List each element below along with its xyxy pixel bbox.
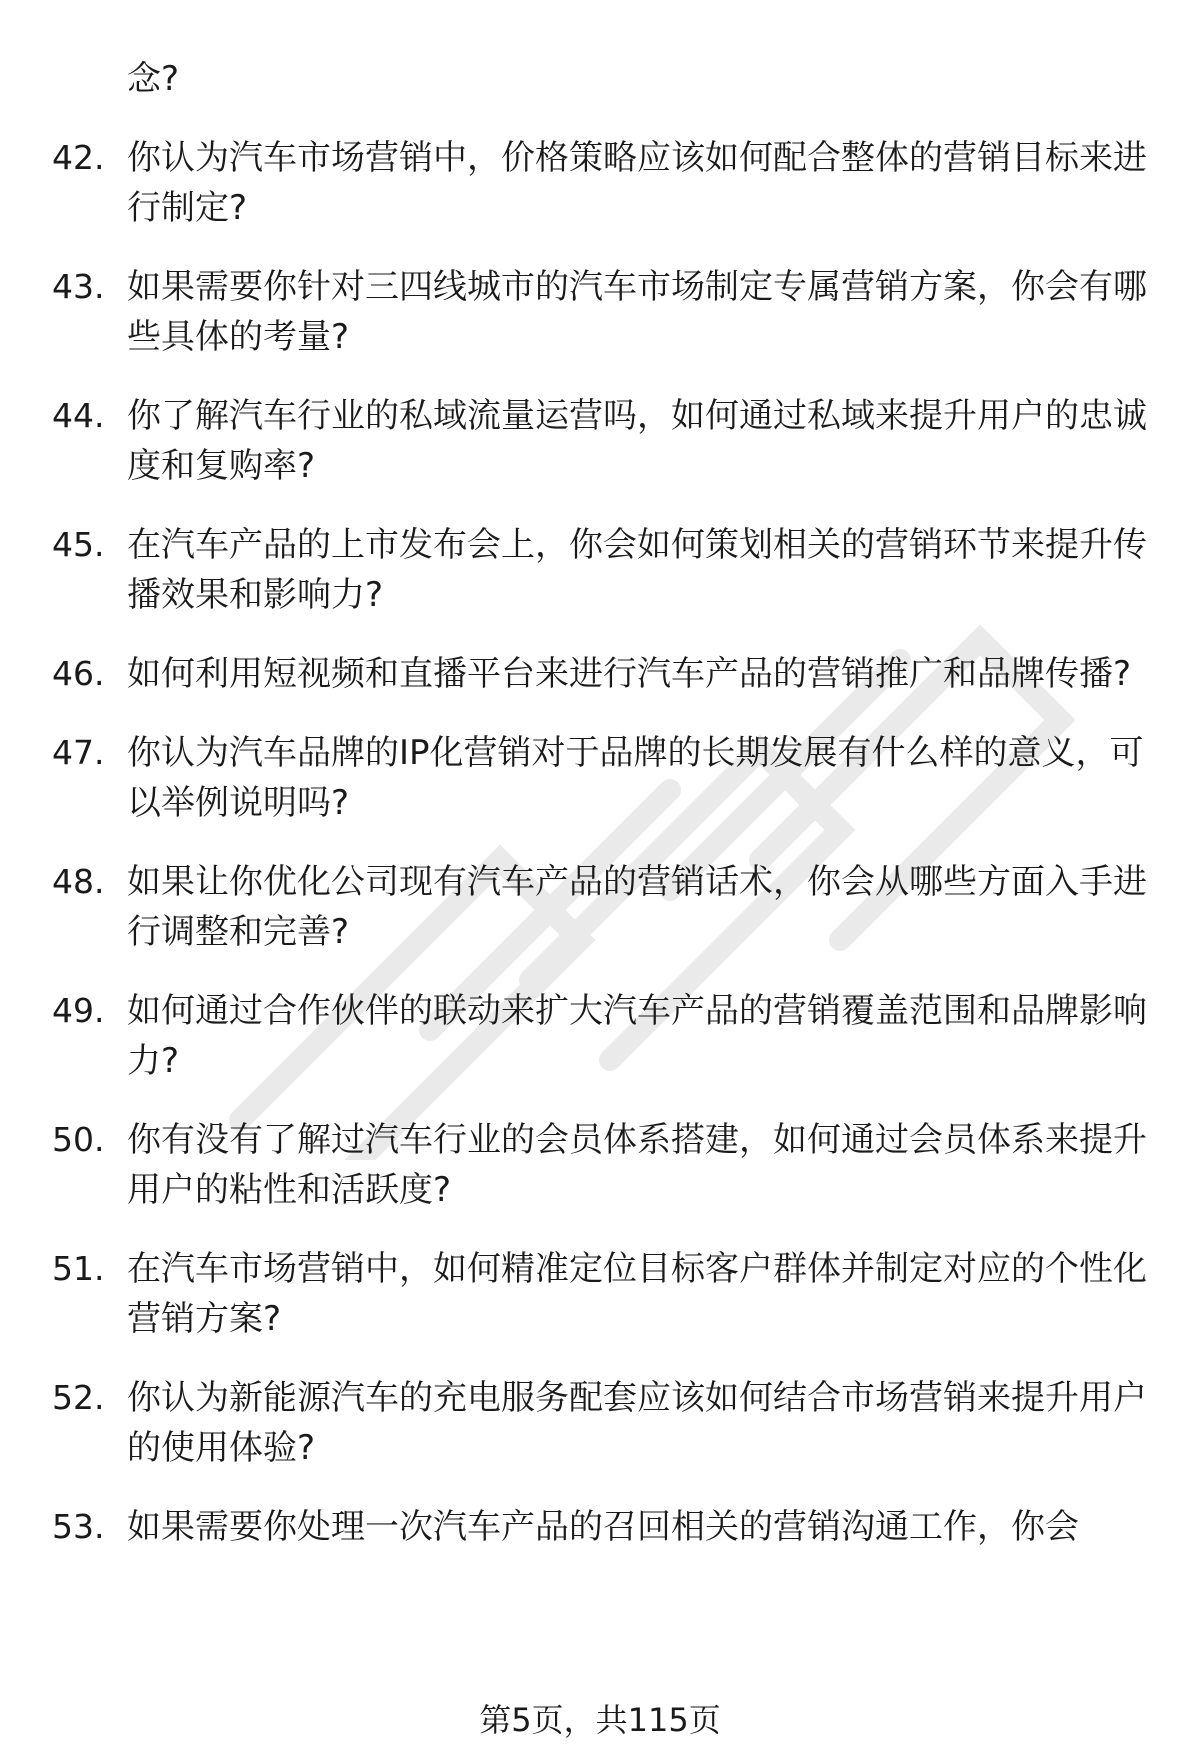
question-number: 46. [52, 654, 105, 693]
question-text: 你有没有了解过汽车行业的会员体系搭建，如何通过会员体系来提升用户的粘性和活跃度? [127, 1120, 1147, 1210]
question-text: 你认为汽车品牌的IP化营销对于品牌的长期发展有什么样的意义，可以举例说明吗? [127, 733, 1144, 823]
question-number: 52. [52, 1378, 105, 1417]
list-item [52, 857, 1152, 957]
question-text: 你了解汽车行业的私域流量运营吗，如何通过私域来提升用户的忠诚度和复购率? [127, 396, 1147, 486]
question-text: 如何利用短视频和直播平台来进行汽车产品的营销推广和品牌传播? [127, 654, 1132, 694]
list-item [52, 728, 1152, 828]
question-number: 50. [52, 1120, 105, 1159]
question-text: 你认为汽车市场营销中，价格策略应该如何配合整体的营销目标来进行制定? [127, 138, 1147, 228]
question-number: 53. [52, 1507, 105, 1546]
question-text: 如何通过合作伙伴的联动来扩大汽车产品的营销覆盖范围和品牌影响力? [127, 991, 1147, 1081]
question-text: 如果需要你针对三四线城市的汽车市场制定专属营销方案，你会有哪些具体的考量? [127, 267, 1147, 357]
question-text: 在汽车产品的上市发布会上，你会如何策划相关的营销环节来提升传播效果和影响力? [127, 525, 1147, 615]
list-item [52, 1502, 1152, 1552]
list-item [52, 1244, 1152, 1344]
question-number: 49. [52, 991, 105, 1030]
question-text: 你认为新能源汽车的充电服务配套应该如何结合市场营销来提升用户的使用体验? [127, 1378, 1147, 1468]
list-item [52, 133, 1152, 233]
list-item [52, 1373, 1152, 1473]
question-number: 45. [52, 525, 105, 564]
question-text: 如果让你优化公司现有汽车产品的营销话术，你会从哪些方面入手进行调整和完善? [127, 862, 1147, 952]
question-number: 51. [52, 1249, 105, 1288]
question-text: 如果需要你处理一次汽车产品的召回相关的营销沟通工作，你会 [127, 1507, 1079, 1547]
question-number: 42. [52, 138, 105, 177]
list-item [52, 1115, 1152, 1215]
list-item [52, 391, 1152, 491]
list-item [52, 262, 1152, 362]
list-item [52, 986, 1152, 1086]
page-footer: 第5页，共115页 [479, 1701, 721, 1739]
question-number: 47. [52, 733, 105, 772]
question-number: 43. [52, 267, 105, 306]
list-item [52, 649, 1152, 699]
question-text: 在汽车市场营销中，如何精准定位目标客户群体并制定对应的个性化营销方案? [127, 1249, 1147, 1339]
list-item [52, 520, 1152, 620]
question-number: 44. [52, 396, 105, 435]
question-list [52, 54, 1152, 1581]
continued-text: 念? [127, 59, 180, 99]
question-number: 48. [52, 862, 105, 901]
